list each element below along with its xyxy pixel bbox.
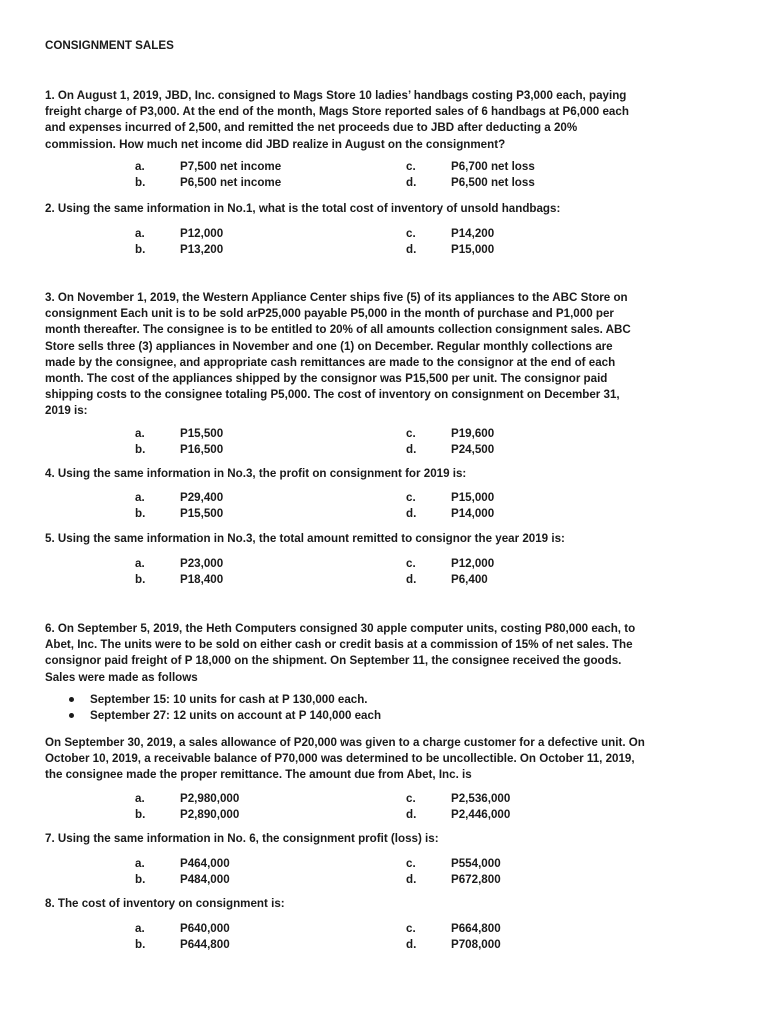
choice-d-label: d.: [406, 808, 417, 821]
choice-c-text: P2,536,000: [451, 792, 511, 805]
choice-b-label: b.: [135, 573, 146, 586]
choice-c-label: c.: [406, 160, 416, 173]
choice-c-label: c.: [406, 792, 416, 805]
choice-a-label: a.: [135, 792, 145, 805]
choice-a-label: a.: [135, 557, 145, 570]
choice-b-text: P484,000: [180, 873, 230, 886]
sales-bullet-list: [45, 692, 381, 724]
choice-b-text: P18,400: [180, 573, 224, 586]
choice-d-text: P708,000: [451, 938, 501, 951]
choice-c-text: P19,600: [451, 427, 495, 440]
question-7-text: 7. Using the same information in No. 6, the consignment profit (loss) is:: [45, 832, 439, 845]
list-item: [45, 708, 381, 724]
question-1-choices: [45, 159, 645, 191]
question-2-choices: [45, 226, 645, 258]
question-5-text: 5. Using the same information in No.3, the total amount remitted to consignor the year 2019 is:: [45, 532, 565, 545]
choice-d-label: d.: [406, 507, 417, 520]
choice-b-label: b.: [135, 243, 146, 256]
choice-a-label: a.: [135, 160, 145, 173]
choice-d-text: P24,500: [451, 443, 495, 456]
choice-b-label: b.: [135, 443, 146, 456]
question-8-choices: [45, 921, 645, 953]
choice-c-text: P14,200: [451, 227, 495, 240]
choice-c-label: c.: [406, 491, 416, 504]
choice-d-label: d.: [406, 243, 417, 256]
choice-b-text: P16,500: [180, 443, 224, 456]
question-4-choices: [45, 490, 645, 522]
choice-a-label: a.: [135, 427, 145, 440]
choice-c-label: c.: [406, 557, 416, 570]
choice-d-text: P6,400: [451, 573, 488, 586]
choice-d-text: P15,000: [451, 243, 495, 256]
choice-d-label: d.: [406, 443, 417, 456]
choice-a-text: P12,000: [180, 227, 224, 240]
bullet-text: September 15: 10 units for cash at P 130,000 each.: [90, 693, 368, 706]
question-4-text: 4. Using the same information in No.3, the profit on consignment for 2019 is:: [45, 467, 467, 480]
bullet-icon: [69, 713, 74, 718]
question-8-text: 8. The cost of inventory on consignment is:: [45, 897, 285, 910]
choice-c-label: c.: [406, 427, 416, 440]
choice-d-label: d.: [406, 873, 417, 886]
choice-a-text: P15,500: [180, 427, 224, 440]
choice-d-text: P672,800: [451, 873, 501, 886]
choice-a-text: P640,000: [180, 922, 230, 935]
question-6-text: 6. On September 5, 2019, the Heth Computers consigned 30 apple computer units, costing P80,000 each, to Abet, Inc. The units were to be sold on either cash or credit basis at a commission of 15% of net sales. The consignor paid freight of P 18,000 on the shipment. On September 11, the consignee received the goods. Sales were made as follows: [45, 622, 636, 684]
choice-a-label: a.: [135, 227, 145, 240]
choice-d-label: d.: [406, 176, 417, 189]
choice-b-label: b.: [135, 507, 146, 520]
choice-c-text: P554,000: [451, 857, 501, 870]
choice-b-label: b.: [135, 938, 146, 951]
list-item: [45, 692, 381, 708]
choice-a-text: P464,000: [180, 857, 230, 870]
choice-c-label: c.: [406, 922, 416, 935]
choice-b-text: P13,200: [180, 243, 224, 256]
bullet-icon: [69, 697, 74, 702]
choice-a-label: a.: [135, 857, 145, 870]
choice-b-text: P6,500 net income: [180, 176, 282, 189]
choice-a-label: a.: [135, 922, 145, 935]
question-7-choices: [45, 856, 645, 888]
question-3-choices: [45, 426, 645, 458]
choice-b-text: P2,890,000: [180, 808, 240, 821]
question-2-text: 2. Using the same information in No.1, what is the total cost of inventory of unsold handbags:: [45, 202, 561, 215]
bullet-text: September 27: 12 units on account at P 140,000 each: [90, 709, 382, 723]
choice-c-label: c.: [406, 857, 416, 870]
choice-b-text: P15,500: [180, 507, 224, 520]
choice-b-label: b.: [135, 808, 146, 821]
choice-d-text: P6,500 net loss: [451, 176, 535, 189]
question-5-choices: [45, 556, 645, 588]
choice-c-text: P12,000: [451, 557, 495, 570]
choice-b-label: b.: [135, 873, 146, 886]
choice-c-label: c.: [406, 227, 416, 240]
choice-d-label: d.: [406, 938, 417, 951]
choice-a-text: P7,500 net income: [180, 160, 282, 173]
choice-a-text: P29,400: [180, 491, 224, 504]
page-title: CONSIGNMENT SALES: [45, 39, 174, 52]
choice-a-text: P23,000: [180, 557, 224, 570]
choice-d-text: P2,446,000: [451, 808, 511, 821]
choice-b-label: b.: [135, 176, 146, 189]
choice-d-label: d.: [406, 573, 417, 586]
question-6-continuation: On September 30, 2019, a sales allowance of P20,000 was given to a charge customer for a defective unit. On October 10, 2019, a receivable balance of P70,000 was determined to be uncollectible. On October 11, 2019, the consignee made the proper remittance. The amount due from Abet, Inc. is: [45, 736, 645, 782]
choice-c-text: P6,700 net loss: [451, 160, 535, 173]
choice-a-label: a.: [135, 491, 145, 504]
choice-c-text: P664,800: [451, 922, 501, 935]
question-6-choices: [45, 791, 645, 823]
question-3-text: 3. On November 1, 2019, the Western Appliance Center ships five (5) of its appliances to the ABC Store on consignment Each unit is to be sold arP25,000 payable P5,000 in the month of purchase and P1,000 per month thereafter. The consignee is to be entitled to 20% of all amounts collection consignment sales. ABC Store sells three (3) appliances in November and one (1) on December. Regular monthly collections are made by the consignee, and appropriate cash remittances are made to the consignor at the end of each month. The cost of the appliances shipped by the consignor was P15,500 per unit. The consignor paid shipping costs to the consignee totaling P5,000. The cost of inventory on consignment on December 31, 2019 is:: [45, 291, 631, 418]
choice-c-text: P15,000: [451, 491, 495, 504]
question-1-text: 1. On August 1, 2019, JBD, Inc. consigned to Mags Store 10 ladies’ handbags costing P3,000 each, paying freight charge of P3,000. At the end of the month, Mags Store reported sales of 6 handbags at P6,000 each and expenses incurred of 2,500, and remitted the net proceeds due to JBD after deducting a 20% commission. How much net income did JBD realize in August on the consignment?: [45, 89, 629, 151]
choice-b-text: P644,800: [180, 938, 230, 951]
choice-d-text: P14,000: [451, 507, 495, 520]
choice-a-text: P2,980,000: [180, 792, 240, 805]
